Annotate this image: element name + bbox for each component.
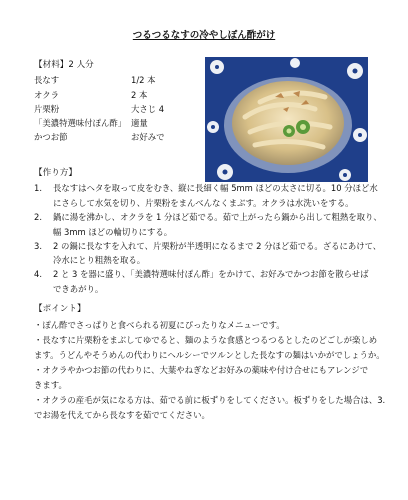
point-line: ・オクラの産毛が気になる方は、茹でる前に板ずりをしてください。板ずりをした場合は、3. xyxy=(34,395,386,405)
points-heading: 【ポイント】 xyxy=(34,304,86,314)
step-text-line: 幅 3mm ほどの輪切りにする。 xyxy=(53,227,173,237)
steps-heading: 【作り方】 xyxy=(34,168,77,178)
step-text-line: 2 と 3 を器に盛り、「美濃特選味付ぽん酢」をかけて、お好みでかつお節を散らせば xyxy=(53,269,369,279)
step-number: 3. xyxy=(34,241,42,251)
recipe-title: つるつるなすの冷やしぽん酢がけ xyxy=(132,30,276,41)
ingredient-amount: 適量 xyxy=(131,118,148,128)
ingredient-name: 「美濃特選味付ぽん酢」 xyxy=(34,118,127,128)
ingredient-amount: 大さじ 4 xyxy=(131,104,165,114)
step-text-line: できあがり。 xyxy=(53,284,104,294)
step-text-line: 冷水にとり粗熱を取る。 xyxy=(53,255,146,265)
ingredient-name: オクラ xyxy=(34,90,59,100)
step-text-line: 長なすはヘタを取って皮をむき、縦に長細く幅 5mm ほどの太さに切る。10 分ほど水 xyxy=(53,183,378,193)
step-number: 4. xyxy=(34,269,42,279)
point-line: ・オクラやかつお節の代わりに、大葉やねぎなどお好みの薬味や付け合せにもアレンジで xyxy=(34,365,369,375)
point-line: でお湯を代えてから長なすを茹でてください。 xyxy=(34,410,210,420)
ingredient-name: かつお節 xyxy=(34,132,68,142)
step-text-line: 鍋に湯を沸かし、オクラを 1 分ほど茹でる。茹で上がったら鍋から出して粗熱を取り、 xyxy=(53,212,382,222)
ingredient-amount: 1/2 本 xyxy=(131,75,156,85)
dish-photo xyxy=(205,57,368,182)
ingredient-amount: 2 本 xyxy=(131,90,148,100)
step-text-line: にさらして水気を切り、片栗粉をまんべんなくまぶす。オクラは水洗いをする。 xyxy=(53,198,354,208)
ingredient-name: 長なす xyxy=(34,75,60,85)
step-number: 1. xyxy=(34,183,42,193)
ingredients-heading: 【材料】2 人分 xyxy=(34,60,94,70)
point-line: きます。 xyxy=(34,380,67,390)
step-text-line: 2 の鍋に長なすを入れて、片栗粉が半透明になるまで 2 分ほど茹でる。ざるにあけて、 xyxy=(53,241,382,251)
point-line: ・長なすに片栗粉をまぶしてゆでると、麺のような食感とつるつるとしたのどごしが楽しめ xyxy=(34,335,378,345)
point-line: ます。うどんやそうめんの代わりにヘルシーでツルンとした長なすの麺はいかがでしょうか。 xyxy=(34,350,385,360)
point-line: ・ぽん酢でさっぱりと食べられる初夏にぴったりなメニューです。 xyxy=(34,320,285,330)
step-number: 2. xyxy=(34,212,42,222)
ingredient-amount: お好みで xyxy=(131,132,165,142)
ingredient-name: 片栗粉 xyxy=(34,104,60,114)
